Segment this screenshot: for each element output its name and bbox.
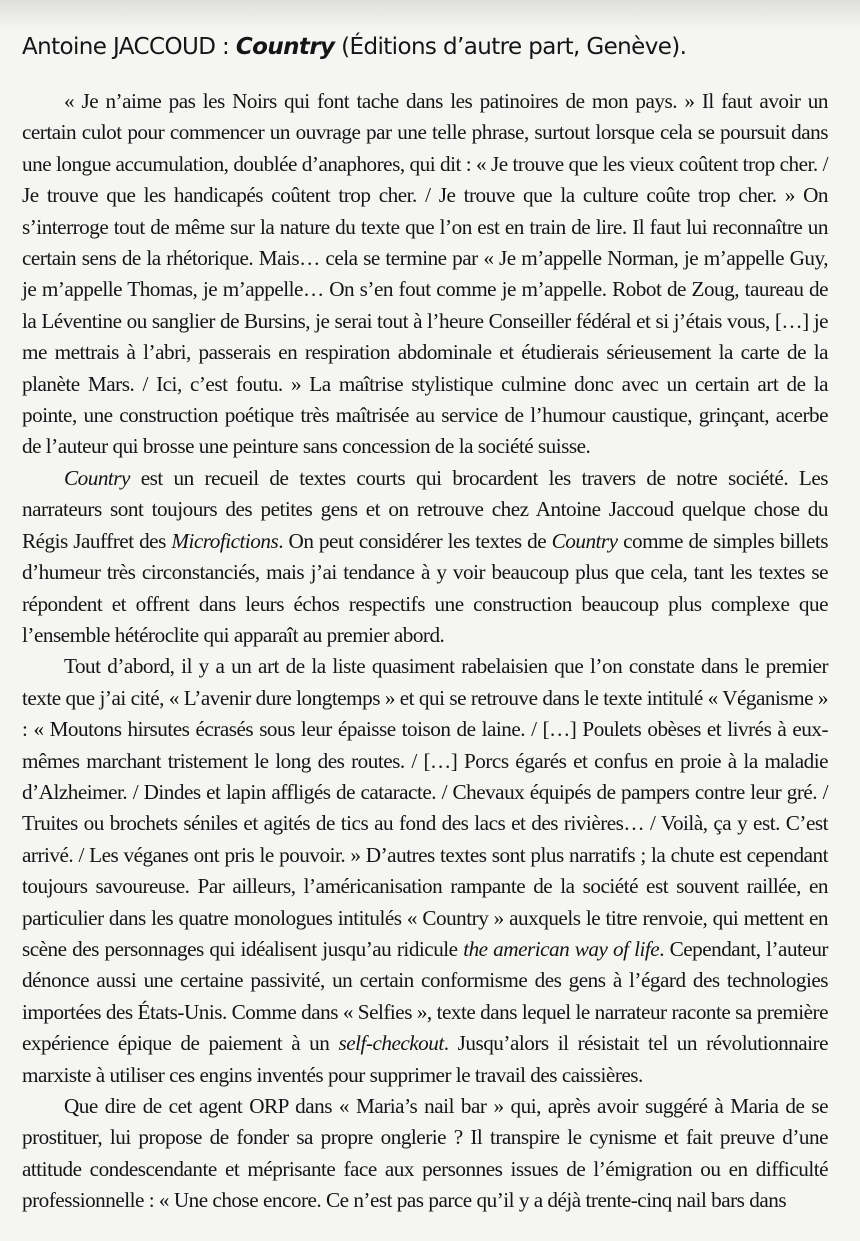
paragraph-3 xyxy=(22,651,828,1091)
paragraph-4 xyxy=(22,1091,828,1217)
text-run: comme de simples billets d’humeur très circonstanciés, mais j’ai tendance à y voir beaucoup plus que cela, tant les textes se répondent et offrent dans leurs échos respectifs une construction beaucoup plus complexe que l’ensemble hétéroclite qui apparaît au premier abord. xyxy=(22,528,828,647)
italic-title: Microfictions xyxy=(171,528,279,553)
italic-title: self-checkout xyxy=(338,1031,444,1056)
text-run: Tout d’abord, il y a un art de la liste quasiment rabelaisien que l’on constate dans le premier texte que j’ai cité, « L’avenir dure longtemps » et qui se retrouve dans le texte intitulé « Véganisme » : « Moutons hirsutes écrasés sous leur épaisse toison de laine. / […] Poulets obèses et livrés à eux-mêmes marchant tristement le long des routes. / […] Porcs égarés et confus en proie à la maladie d’Alzheimer. / Dindes et lapin affligés de cataracte. / Chevaux équipés de pampers contre leur gré. / Truites ou brochets séniles et agités de tics au fond des lacs et des rivières… / Voilà, ça y est. C’est arrivé. / Les véganes ont pris le pouvoir. » D’autres textes sont plus narratifs ; la chute est cependant toujours savoureuse. Par ailleurs, l’américanisation rampante de la société est souvent raillée, en particulier dans les quatre monologues intitulés « Country » auxquels le titre renvoie, qui mettent en scène des personnages qui idéalisent jusqu’au ridicule xyxy=(22,654,828,961)
author-name: Antoine JACCOUD xyxy=(22,34,216,60)
review-body xyxy=(22,86,828,1217)
italic-title: Country xyxy=(551,528,618,553)
text-run: . Jusqu’alors il résistait tel un révolutionnaire marxiste à utiliser ces engins inventés pour supprimer le travail des caissières. xyxy=(22,1031,829,1087)
paragraph-1 xyxy=(22,86,828,463)
text-run: . On peut considérer les textes de xyxy=(278,528,552,553)
italic-title: the american way of life xyxy=(463,936,660,961)
review-heading xyxy=(22,30,842,64)
publisher-info: (Éditions d’autre part, Genève). xyxy=(334,34,687,60)
bleed-through-shadow xyxy=(0,0,860,30)
text-run: est un recueil de textes courts qui brocardent les travers de notre société. Les narrateurs sont toujours des petites gens et on retrouve chez Antoine Jaccoud quelque chose du Régis Jauffret des xyxy=(22,465,828,553)
text-run: « Je n’aime pas les Noirs qui font tache dans les patinoires de mon pays. » Il faut avoir un certain culot pour commencer un ouvrage par une telle phrase, surtout lorsque cela se poursuit dans une longue accumulation, doublée d’anaphores, qui dit : « Je trouve que les vieux coûtent trop cher. / Je trouve que les handicapés coûtent trop cher. / Je trouve que la culture coûte trop cher. » On s’interroge tout de même sur la nature du texte que l’on est en train de lire. Il faut lui reconnaître un certain sens de la rhétorique. Mais… cela se termine par « Je m’appelle Norman, je m’appelle Guy, je m’appelle Thomas, je m’appelle… On s’en fout comme je m’appelle. Robot de Zoug, taureau de la Léventine ou sanglier de Bursins, je serai tout à l’heure Conseiller fédéral et si j’étais vous, […] je me mettrais à l’abri, passerais en respiration abdominale et étudierais sérieusement la carte de la planète Mars. / Ici, c’est foutu. » La maîtrise stylistique culmine donc avec un certain art de la pointe, une construction poétique très maîtrisée au service de l’humour caustique, grinçant, acerbe de l’auteur qui brosse une peinture sans concession de la société suisse. xyxy=(22,89,828,459)
book-title: Country xyxy=(235,34,335,60)
italic-title: Country xyxy=(64,465,130,490)
paragraph-2 xyxy=(22,463,828,651)
text-run: . Cependant, l’auteur dénonce aussi une certaine passivité, un certain conformisme des gens à l’égard des technologies importées des États-Unis. Comme dans « Selfies », texte dans lequel le narrateur raconte sa première expérience épique de paiement à un xyxy=(22,936,828,1056)
text-run: Que dire de cet agent ORP dans « Maria’s nail bar » qui, après avoir suggéré à Maria de se prostituer, lui propose de fonder sa propre onglerie ? Il transpire le cynisme et fait preuve d’une attitude condescendante et méprisante face aux personnes issues de l’émigration ou en difficulté professionnelle : « Une chose encore. Ce n’est pas parce qu’il y a déjà trente-cinq nail bars dans xyxy=(22,1094,828,1213)
heading-separator: : xyxy=(215,34,236,60)
